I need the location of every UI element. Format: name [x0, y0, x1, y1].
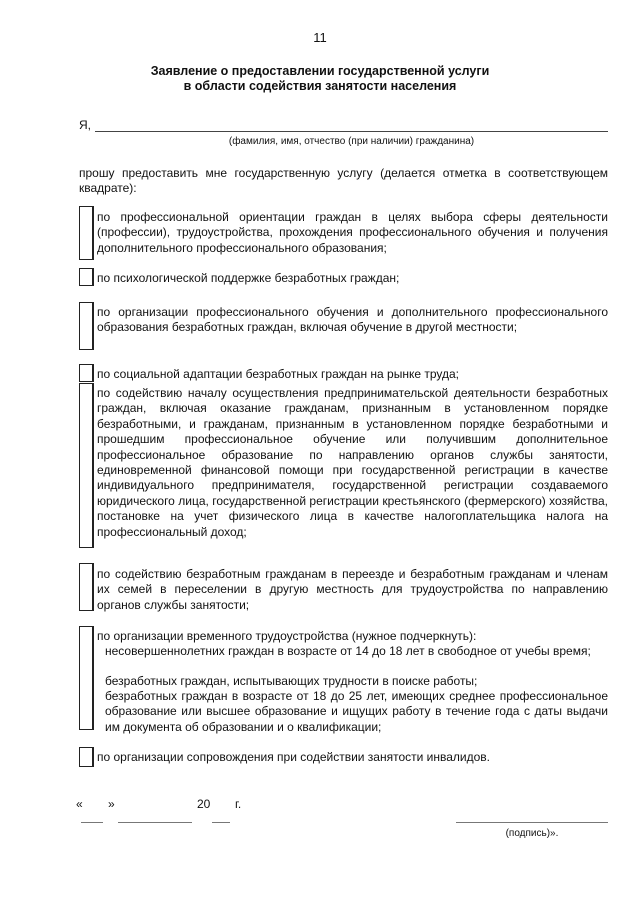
checkbox-temporary-employment[interactable]: [79, 626, 94, 730]
temporary-employment-sub-1[interactable]: несовершеннолетних граждан в возрасте от 14 до 18 лет в свободное от учебы время;: [105, 644, 591, 658]
checkbox-career-guidance[interactable]: [79, 206, 94, 260]
option-psychological-support: по психологической поддержке безработных граждан;: [97, 271, 400, 285]
applicant-name-line[interactable]: [95, 131, 608, 132]
intro-text: прошу предоставить мне государственную услугу (делается отметка в соответствующем квадрате):: [79, 166, 608, 196]
date-year-prefix: 20: [197, 797, 211, 811]
option-career-guidance: по профессиональной ориентации граждан в целях выбора сферы деятельности (профессии), трудоустройства, прохождения профессионального обучения и получения дополнительного профессионального образования;: [97, 210, 608, 255]
temporary-employment-sub-3[interactable]: безработных граждан в возрасте от 18 до 25 лет, имеющих среднее профессиональное образование или высшее образование и ищущих работу в течение года с даты выдачи им документа об образовании и о квалификации;: [105, 689, 608, 734]
signature-line[interactable]: [456, 822, 608, 823]
signature-caption: (подпись)».: [505, 828, 559, 839]
applicant-name-caption: (фамилия, имя, отчество (при наличии) гражданина): [228, 136, 475, 147]
temporary-employment-sub-2[interactable]: безработных граждан, испытывающих трудности в поиске работы;: [105, 674, 478, 688]
option-temporary-employment: по организации временного трудоустройства (нужное подчеркнуть):: [97, 629, 477, 643]
document-title-line-2: в области содействия занятости населения: [183, 79, 457, 93]
date-close-quote: »: [108, 797, 115, 811]
option-disability-support: по организации сопровождения при содействии занятости инвалидов.: [97, 750, 491, 764]
checkbox-professional-training[interactable]: [79, 302, 94, 350]
date-year-suffix: г.: [235, 797, 242, 811]
date-year-line[interactable]: [212, 822, 230, 823]
date-open-quote: «: [76, 797, 83, 811]
option-entrepreneurship: по содействию началу осуществления предпринимательской деятельности безработных граждан, включая оказание гражданам, признанным в установленном порядке безработными, и гражданам, признанным в установленном порядке безработными и прошедшим профессиональное обучение или получившим дополнительное профессиональное образование по направлению органов службы занятости, единовременной финансовой помощи при государственной регистрации в качестве индивидуального предпринимателя, государственной регистрации создаваемого юридического лица, государственной регистрации крестьянского (фермерского) хозяйства, постановке на учет физического лица в качестве налогоплательщика налога на профессиональный доход;: [97, 386, 608, 539]
option-relocation: по содействию безработным гражданам в переезде и безработным гражданам и членам их семей в переселении в другую местность для трудоустройства по направлению органов службы занятости;: [97, 567, 608, 612]
checkbox-disability-support[interactable]: [79, 747, 94, 767]
checkbox-entrepreneurship[interactable]: [79, 383, 94, 548]
date-day-line[interactable]: [81, 822, 103, 823]
date-month-line[interactable]: [118, 822, 192, 823]
page-number: 11: [313, 30, 327, 45]
option-social-adaptation: по социальной адаптации безработных граждан на рынке труда;: [97, 367, 460, 381]
checkbox-social-adaptation[interactable]: [79, 364, 94, 382]
checkbox-psychological-support[interactable]: [79, 268, 94, 286]
document-title-line-1: Заявление о предоставлении государственной услуги: [150, 64, 490, 78]
option-professional-training: по организации профессионального обучения и дополнительного профессионального образования безработных граждан, включая обучение в другой местности;: [97, 305, 608, 335]
checkbox-relocation[interactable]: [79, 563, 94, 611]
applicant-prefix: Я,: [79, 118, 91, 132]
